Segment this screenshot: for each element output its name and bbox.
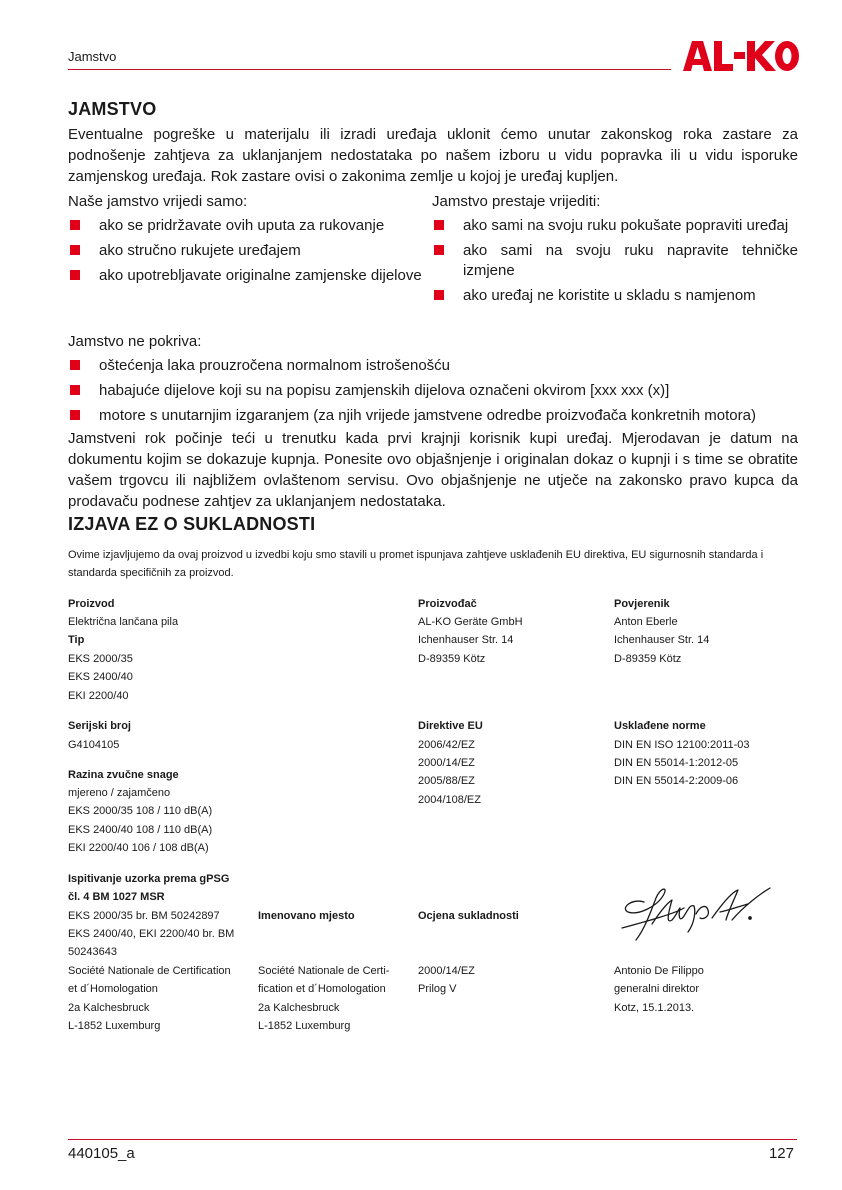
representative-label: Povjerenik: [614, 598, 670, 610]
serial-value: G4104105: [68, 739, 120, 751]
test-label: čl. 4 BM 1027 MSR: [68, 891, 165, 903]
notified-body-label: Imenovano mjesto: [258, 910, 355, 922]
representative-line: D-89359 Kötz: [614, 653, 682, 665]
bullet-square-icon: [434, 220, 444, 230]
list-item: ako sami na svoju ruku napravite tehničke izmjene: [432, 241, 798, 281]
header-rule: [68, 69, 671, 70]
footer-rule: [68, 1139, 797, 1140]
directive-item: 2000/14/EZ: [418, 757, 475, 769]
bullet-square-icon: [70, 245, 80, 255]
sound-value: EKS 2000/35 108 / 110 dB(A): [68, 805, 213, 817]
warranty-void-list: [432, 216, 798, 306]
declaration-intro: Ovime izjavljujemo da ovaj proizvod u izvedbi koju smo stavili u promet ispunjava zahtjeve usklađenih EU direktiva, EU sigurnosnih standarda i standarda specifičnih za proizvod.: [68, 549, 764, 579]
test-value: EKS 2000/35 br. BM 50242897: [68, 910, 220, 922]
page-number: 127: [768, 1145, 794, 1162]
list-item: oštećenja laka prouzročena normalnom istrošenošću: [68, 356, 798, 376]
conformity-label: Ocjena sukladnosti: [418, 910, 519, 922]
test-label: Ispitivanje uzorka prema gPSG: [68, 873, 230, 885]
directive-item: 2004/108/EZ: [418, 794, 481, 806]
sound-value: EKI 2200/40 106 / 108 dB(A): [68, 842, 209, 854]
list-item: ako upotrebljavate originalne zamjenske dijelove: [68, 266, 430, 286]
warranty-valid-list: [68, 216, 430, 286]
product-value: Električna lančana pila: [68, 616, 179, 628]
manufacturer-line: Ichenhauser Str. 14: [418, 634, 514, 646]
bullet-square-icon: [70, 385, 80, 395]
not-covered-list: [68, 356, 798, 426]
test-body-line: L-1852 Luxemburg: [68, 1020, 161, 1032]
list-item: ako sami na svoju ruku pokušate popraviti uređaj: [432, 216, 798, 236]
bullet-square-icon: [434, 290, 444, 300]
warranty-valid-column: [68, 192, 430, 291]
serial-label: Serijski broj: [68, 720, 131, 732]
type-value: EKS 2000/35: [68, 653, 133, 665]
bullet-square-icon: [70, 410, 80, 420]
test-body-line: Société Nationale de Certification: [68, 965, 231, 977]
header-section-title: Jamstvo: [68, 49, 117, 64]
warranty-void-column: [432, 192, 798, 311]
type-value: EKS 2400/40: [68, 671, 133, 683]
warranty-valid-heading: Naše jamstvo vrijedi samo:: [68, 193, 248, 210]
notified-body-line: fication et d´Homologation: [258, 983, 386, 995]
manufacturer-line: D-89359 Kötz: [418, 653, 486, 665]
list-item: ako uređaj ne koristite u skladu s namjenom: [432, 286, 798, 306]
warranty-heading: JAMSTVO: [68, 99, 157, 119]
warranty-period-text: Jamstveni rok počinje teći u trenutku kada prvi krajnji korisnik kupi uređaj. Mjerodavan je datum na dokumentu kojim se dokazuje kupnja. Ponesite ovo objašnjenje i originalan dokaz o kupnji i s time se obratite vašem trgovcu ili najbližem ovlaštenom servisu. Ovo objašnjenje ne utječe na zakonsko pravo kupca da prodavaču podnese zahtjev za uklanjanjem nedostataka.: [68, 430, 798, 510]
manufacturer-line: AL-KO Geräte GmbH: [418, 616, 523, 628]
conformity-line: 2000/14/EZ: [418, 965, 475, 977]
test-body-line: 2a Kalchesbruck: [68, 1002, 150, 1014]
bullet-square-icon: [70, 270, 80, 280]
conformity-line: Prilog V: [418, 983, 457, 995]
list-item: ako se pridržavate ovih uputa za rukovanje: [68, 216, 430, 236]
not-covered-heading: Jamstvo ne pokriva:: [68, 333, 202, 350]
declaration-heading: IZJAVA EZ O SUKLADNOSTI: [68, 514, 316, 534]
list-item: habajuće dijelove koji su na popisu zamjenskih dijelova označeni okvirom [xxx xxx (x)]: [68, 381, 798, 401]
signer-line: Antonio De Filippo: [614, 965, 704, 977]
signer-line: Kotz, 15.1.2013.: [614, 1002, 695, 1014]
signer-line: generalni direktor: [614, 983, 699, 995]
test-value: EKS 2400/40, EKI 2200/40 br. BM: [68, 928, 235, 940]
notified-body-line: Société Nationale de Certi-: [258, 965, 390, 977]
test-body-line: et d´Homologation: [68, 983, 158, 995]
document-number: 440105_a: [68, 1145, 135, 1162]
type-label: Tip: [68, 634, 85, 646]
list-item: motore s unutarnjim izgaranjem (za njih vrijede jamstvene odredbe proizvođača konkretnih motora): [68, 406, 798, 426]
warranty-intro: Eventualne pogreške u materijalu ili izradi uređaja uklonit ćemo unutar zakonskog roka zastare za podnošenje zahtjeva za uklanjanjem nedostataka po našem izboru u vidu popravka ili u vidu isporuke zamjenskog uređaja. Rok zastare ovisi o zakonima zemlje u kojoj je uređaj kupljen.: [68, 126, 798, 185]
bullet-square-icon: [434, 245, 444, 255]
bullet-square-icon: [70, 220, 80, 230]
representative-line: Ichenhauser Str. 14: [614, 634, 710, 646]
sound-label: Razina zvučne snage: [68, 769, 179, 781]
manufacturer-label: Proizvođač: [418, 598, 477, 610]
representative-line: Anton Eberle: [614, 616, 678, 628]
sound-value: mjereno / zajamčeno: [68, 787, 171, 799]
not-covered-section: [68, 332, 798, 431]
product-label: Proizvod: [68, 598, 115, 610]
warranty-void-heading: Jamstvo prestaje vrijediti:: [432, 193, 601, 210]
test-value: 50243643: [68, 946, 117, 958]
directive-item: 2006/42/EZ: [418, 739, 475, 751]
directives-label: Direktive EU: [418, 720, 483, 732]
signature: [614, 884, 774, 946]
list-item: ako stručno rukujete uređajem: [68, 241, 430, 261]
bullet-square-icon: [70, 360, 80, 370]
directive-item: 2005/88/EZ: [418, 775, 475, 787]
norm-item: DIN EN ISO 12100:2011-03: [614, 739, 750, 751]
norm-item: DIN EN 55014-1:2012-05: [614, 757, 739, 769]
notified-body-line: L-1852 Luxemburg: [258, 1020, 351, 1032]
norm-item: DIN EN 55014-2:2009-06: [614, 775, 739, 787]
type-value: EKI 2200/40: [68, 690, 129, 702]
al-ko-logo: [683, 41, 799, 71]
norms-label: Usklađene norme: [614, 720, 706, 732]
sound-value: EKS 2400/40 108 / 110 dB(A): [68, 824, 213, 836]
notified-body-line: 2a Kalchesbruck: [258, 1002, 340, 1014]
